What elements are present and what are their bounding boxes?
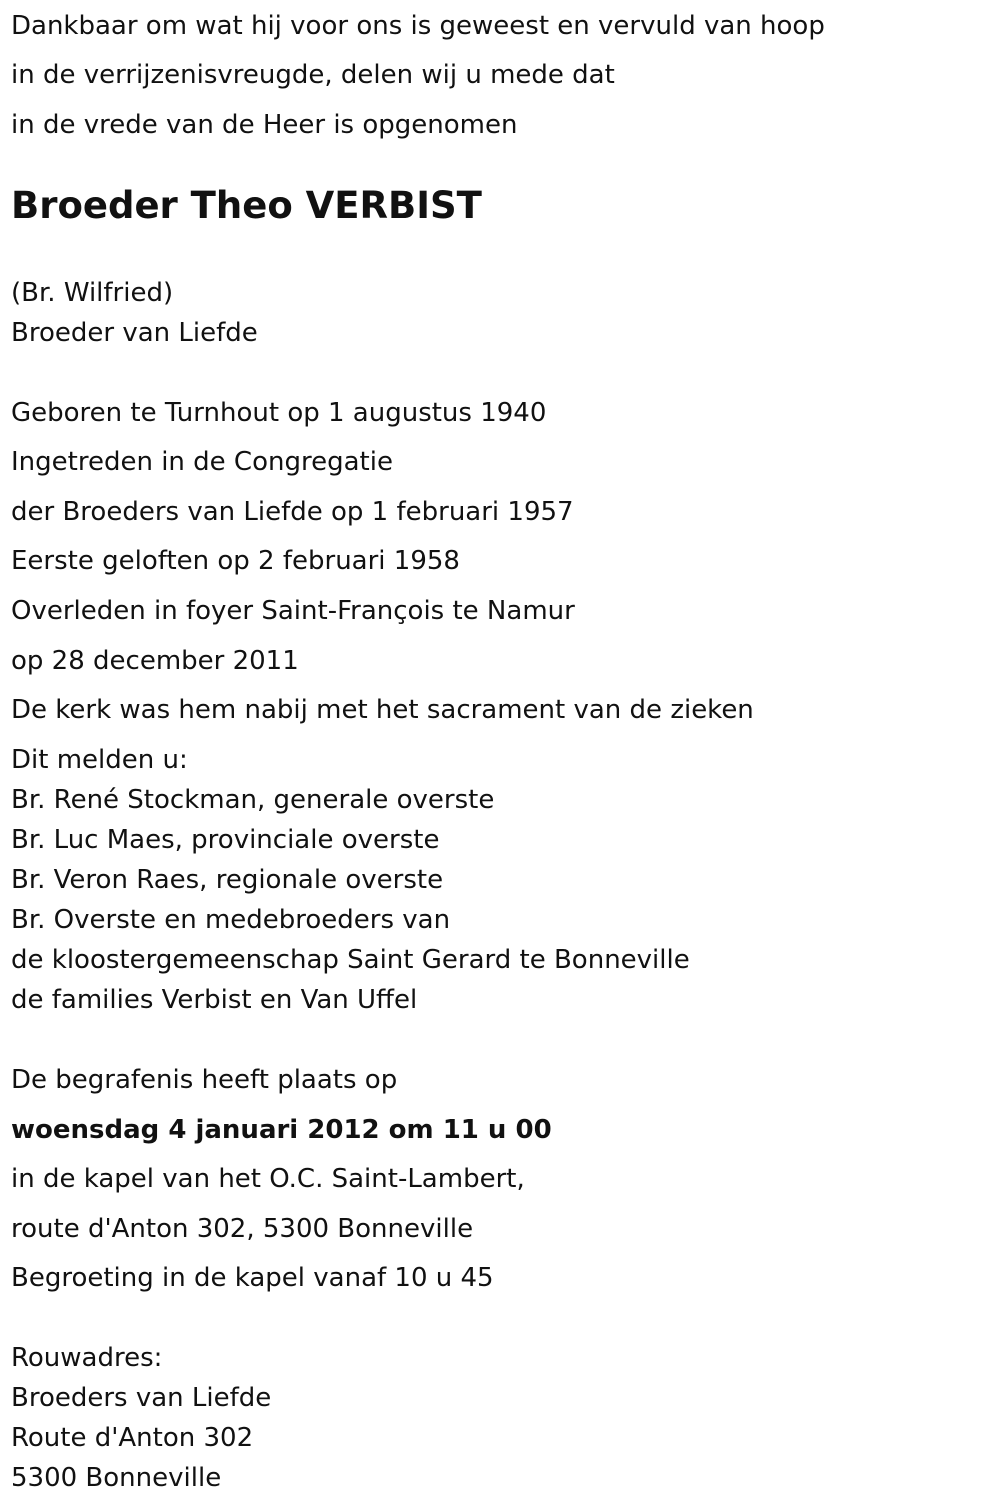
- announcer-1: Br. René Stockman, generale overste: [11, 785, 495, 815]
- life-line-7: De kerk was hem nabij met het sacrament van de zieken: [11, 695, 754, 725]
- alias: (Br. Wilfried): [11, 278, 174, 308]
- funeral-address: route d'Anton 302, 5300 Bonneville: [11, 1214, 474, 1244]
- life-line-2: Ingetreden in de Congregatie: [11, 447, 393, 477]
- life-line-1: Geboren te Turnhout op 1 augustus 1940: [11, 398, 547, 428]
- order: Broeder van Liefde: [11, 318, 258, 348]
- mourning-address-line-3: 5300 Bonneville: [11, 1463, 222, 1493]
- announcers-intro: Dit melden u:: [11, 745, 188, 775]
- announcer-2: Br. Luc Maes, provinciale overste: [11, 825, 440, 855]
- funeral-intro: De begrafenis heeft plaats op: [11, 1065, 398, 1095]
- life-line-4: Eerste geloften op 2 februari 1958: [11, 546, 460, 576]
- announcer-5: de kloostergemeenschap Saint Gerard te Bonneville: [11, 945, 690, 975]
- mourning-address-label: Rouwadres:: [11, 1343, 163, 1373]
- deceased-name: Broeder Theo VERBIST: [11, 184, 482, 227]
- intro-line-2: in de verrijzenisvreugde, delen wij u mede dat: [11, 60, 615, 90]
- funeral-greeting: Begroeting in de kapel vanaf 10 u 45: [11, 1263, 494, 1293]
- funeral-place: in de kapel van het O.C. Saint-Lambert,: [11, 1164, 525, 1194]
- life-line-6: op 28 december 2011: [11, 646, 299, 676]
- mourning-address-line-1: Broeders van Liefde: [11, 1383, 272, 1413]
- intro-line-1: Dankbaar om wat hij voor ons is geweest en vervuld van hoop: [11, 11, 825, 41]
- funeral-datetime: woensdag 4 januari 2012 om 11 u 00: [11, 1115, 552, 1145]
- announcer-3: Br. Veron Raes, regionale overste: [11, 865, 444, 895]
- life-line-3: der Broeders van Liefde op 1 februari 1957: [11, 497, 574, 527]
- announcer-4: Br. Overste en medebroeders van: [11, 905, 451, 935]
- announcer-6: de families Verbist en Van Uffel: [11, 985, 418, 1015]
- mourning-address-line-2: Route d'Anton 302: [11, 1423, 254, 1453]
- life-line-5: Overleden in foyer Saint-François te Namur: [11, 596, 575, 626]
- intro-line-3: in de vrede van de Heer is opgenomen: [11, 110, 518, 140]
